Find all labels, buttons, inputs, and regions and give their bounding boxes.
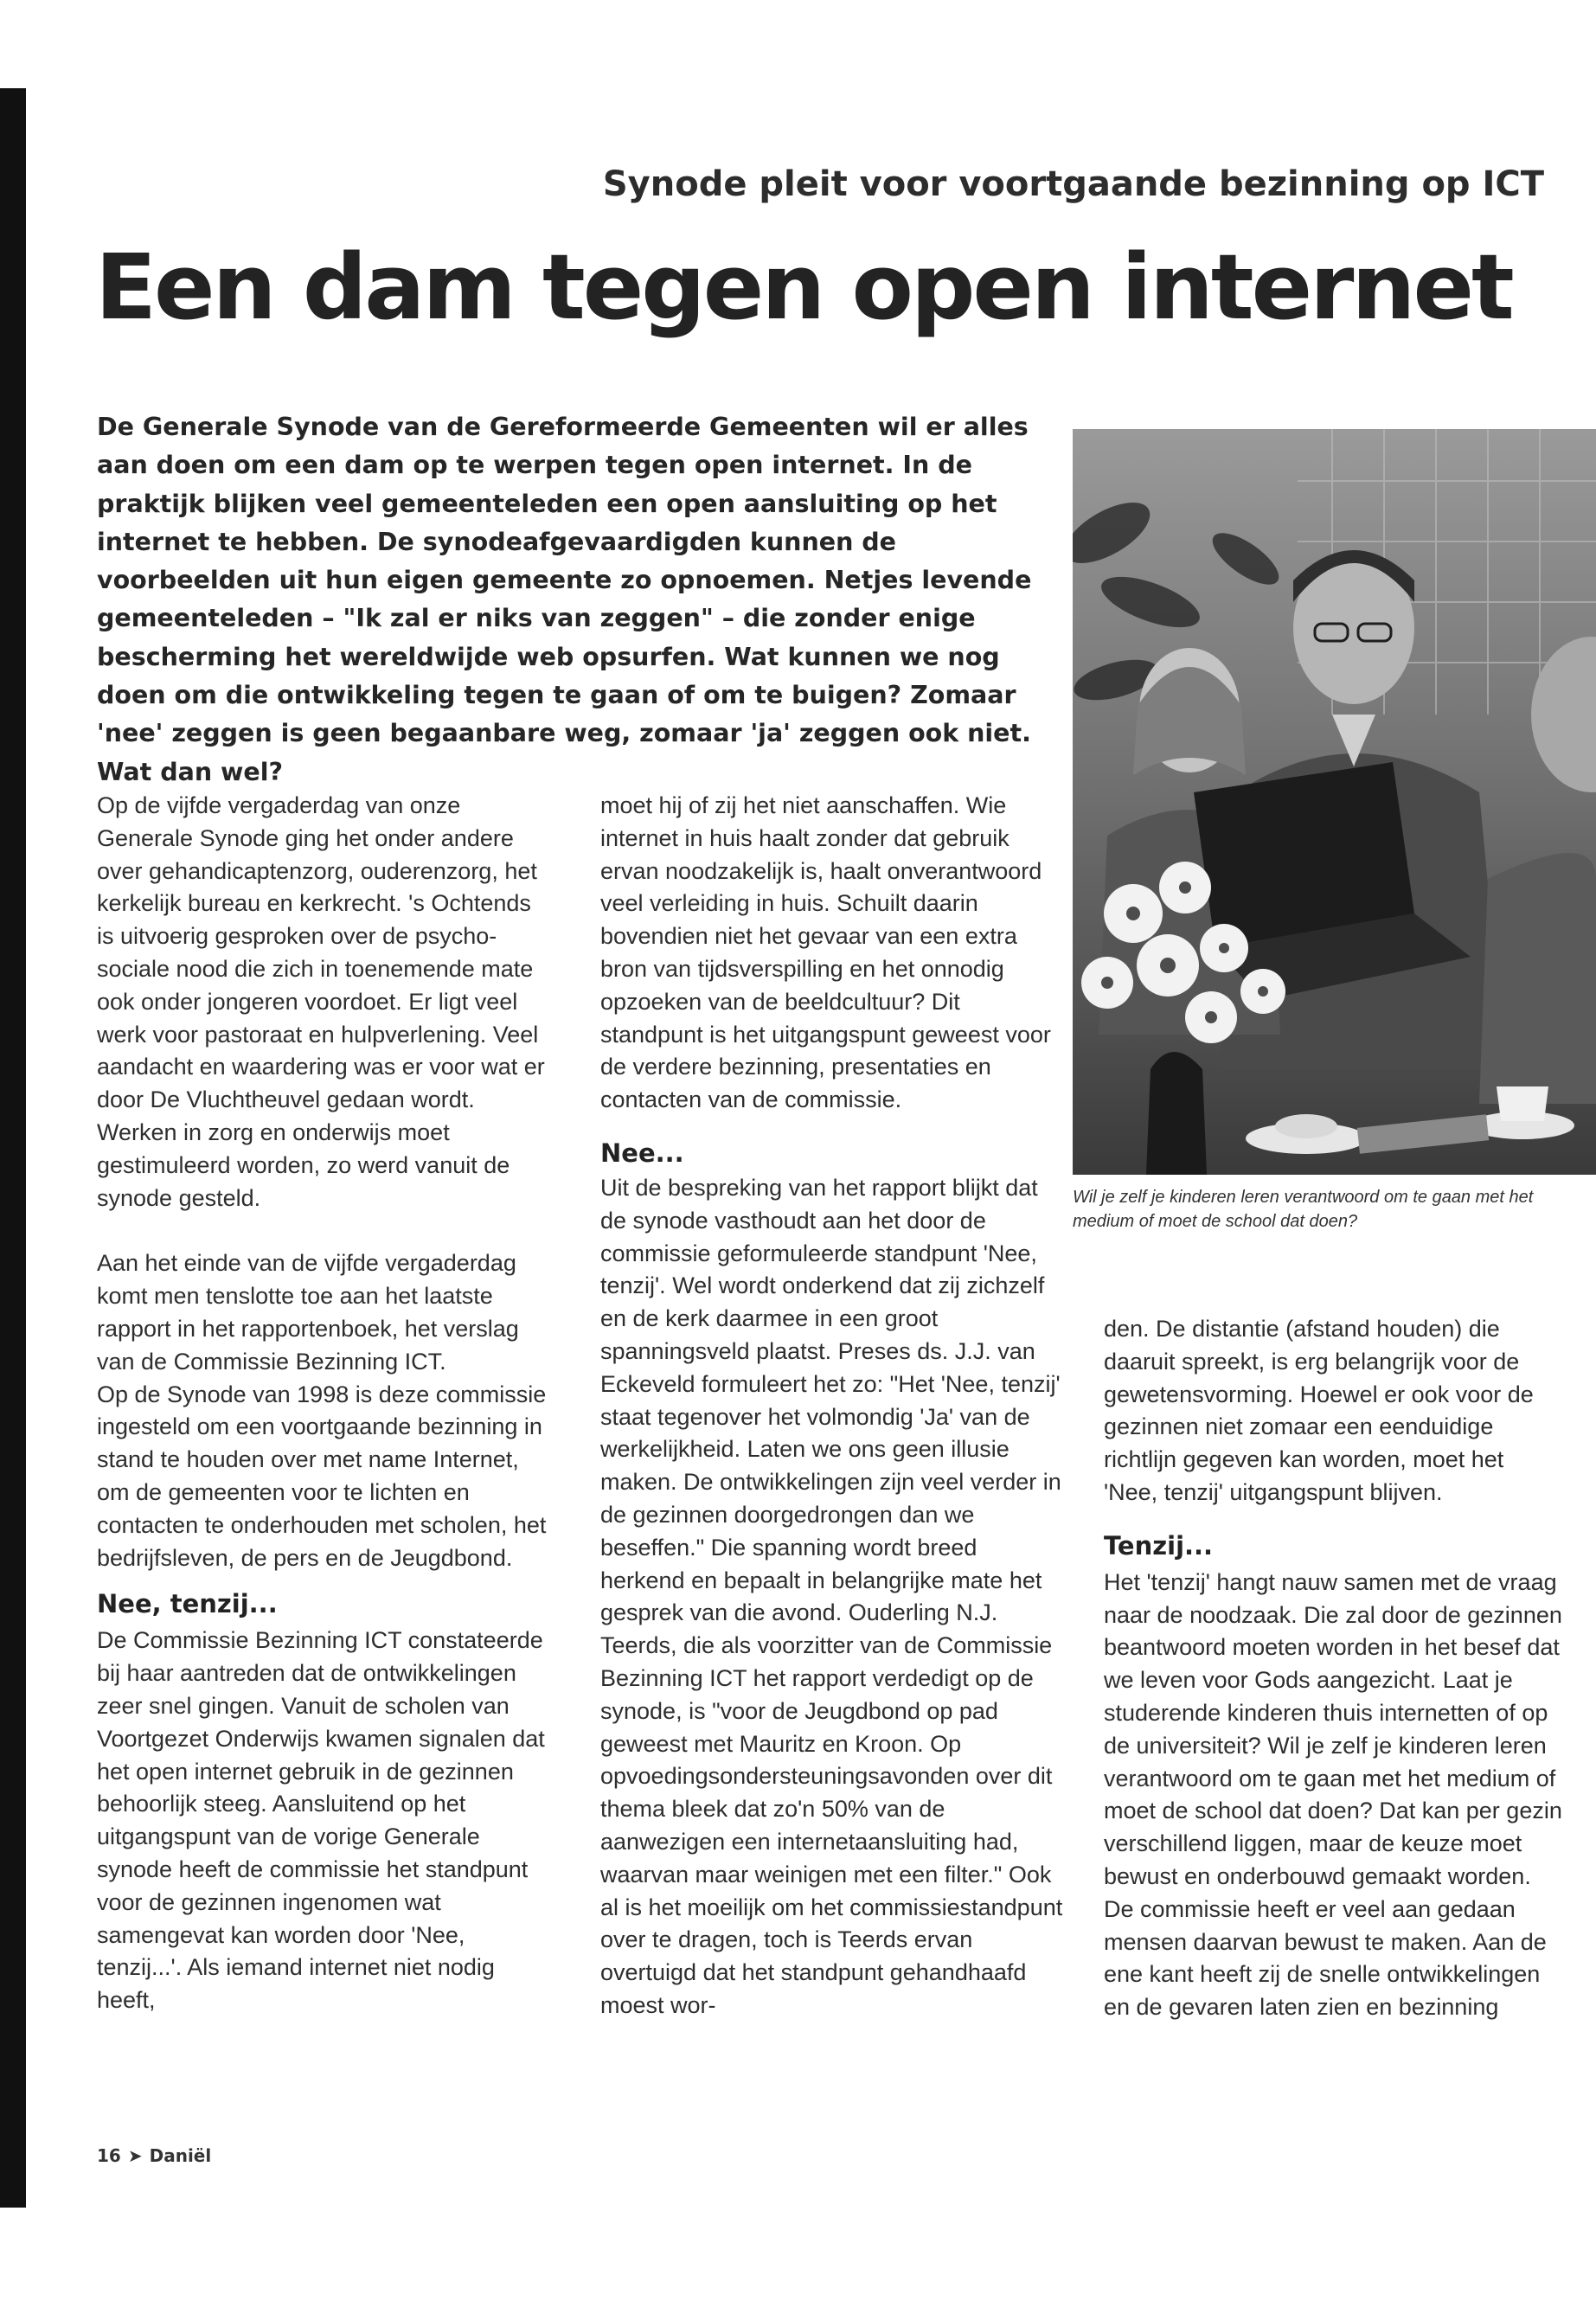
- column-1-paragraph-4: De Commissie Bezinning ICT constateerde bij haar aantreden dat de ontwikkelingen zeer snel gingen. Vanuit de scholen van Voortgezet Onderwijs kwamen signalen dat het open internet gebruik in de gezinnen behoorlijk steeg. Aansluitend op het uitgangspunt van de vorige Generale synode heeft de commissie het standpunt voor de gezinnen ingenomen wat samengevat kan worden door 'Nee, tenzij...'. Als iemand internet niet nodig heeft,: [97, 1627, 545, 2014]
- subhead-tenzij: Tenzij...: [1104, 1530, 1214, 1561]
- column-1-paragraph-1: Op de vijfde vergaderdag van onze Generale Synode ging het onder andere over gehandicaptenzorg, ouderenzorg, het kerkelijk bureau en kerkrecht. 's Ochtends is uitvoerig gesproken over de psycho-sociale nood die zich in toenemende mate ook onder jongeren voordoet. Er ligt veel werk voor pastoraat en hulpverlening. Veel aandacht en waardering was er voor wat er door De Vluchtheuvel gedaan wordt. Werken in zorg en onderwijs moet gestimuleerd worden, zo werd vanuit de synode gesteld.: [97, 792, 545, 1211]
- photo-caption: Wil je zelf je kinderen leren verantwoord om te gaan met het medium of moet de school dat doen?: [1073, 1188, 1534, 1231]
- column-2-paragraph-1: moet hij of zij het niet aanschaffen. Wie internet in huis haalt zonder dat gebruik ervan noodzakelijk is, haalt onverantwoord veel verleiding in huis. Schuilt daarin bovendien niet het gevaar van een extra bron van tijdsverspilling en het onnodig opzoeken van de beeldcultuur? Dit standpunt is het uitgangspunt geweest voor de verdere bezinning, presentaties en contacten van de commissie.: [600, 792, 1051, 1113]
- column-1: [97, 790, 547, 2017]
- column-2-paragraph-2: Uit de bespreking van het rapport blijkt dat de synode vasthoudt aan het door de commissie geformuleerde standpunt 'Nee, tenzij'. Wel wordt onderkend dat zij zichzelf en de kerk daarmee in een groot spanningsveld plaatst. Preses ds. J.J. van Eckeveld formuleert het zo: "Het 'Nee, tenzij' staat tegenover het volmondig 'Ja' van de werkelijkheid. Laten we ons geen illusie maken. De ontwikkelingen zijn veel verder in de gezinnen doorgedrongen dan we beseffen." Die spanning wordt breed herkend en bepaalt in belangrijke mate het gesprek van die avond. Ouderling N.J. Teerds, die als voorzitter van de Commissie Bezinning ICT het rapport verdedigt op de synode, is "voor de Jeugdbond op pad geweest met Mauritz en Kroon. Op opvoedingsondersteuningsavonden over dit thema bleek dat zo'n 50% van de aanwezigen een internetaansluiting had, waarvan maar weinigen met een filter." Ook al is het moeilijk om het commissiestandpunt over te dragen, toch is Teerds ervan overtuigd dat het standpunt gehandhaafd moest wor-: [600, 1174, 1063, 2018]
- subhead-nee: Nee...: [600, 1138, 684, 1168]
- column-3: [1104, 1313, 1562, 2024]
- column-3-paragraph-2: Het 'tenzij' hangt nauw samen met de vraag naar de noodzaak. Die zal door de gezinnen beantwoord moeten worden in het besef dat we leven voor Gods aangezicht. Laat je studerende kinderen thuis internetten of op de universiteit? Wil je zelf je kinderen leren verantwoord om te gaan met het medium of moet de school dat doen? Dat kan per gezin verschillend liggen, maar de keuze moet bewust en onderbouwd gemaakt worden. De commissie heeft er veel aan gedaan mensen daarvan bewust te maken. Aan de ene kant heeft zij de snelle ontwikkelingen en de gevaren laten zien en bezinning: [1104, 1568, 1562, 2021]
- magazine-name: Daniël: [149, 2145, 212, 2166]
- column-3-paragraph-1: den. De distantie (afstand houden) die daaruit spreekt, is erg belangrijk voor de gewetensvorming. Hoewel er ook voor de gezinnen niet zomaar een eenduidige richtlijn gegeven kan worden, moet het 'Nee, tenzij' uitgangspunt blijven.: [1104, 1316, 1534, 1505]
- page-number: 16: [97, 2145, 121, 2166]
- paragraph-gap: [97, 1215, 547, 1247]
- intro-paragraph: De Generale Synode van de Gereformeerde Gemeenten wil er alles aan doen om een dam op te werpen tegen open internet. In de praktijk blijken veel gemeenteleden een open aansluiting op het internet te hebben. De synodeafgevaardigden kunnen de voorbeelden uit hun eigen gemeente zo opnoemen. Netjes levende gemeenteleden – "Ik zal er niks van zeggen" – die zonder enige bescherming het wereldwijde web opsurfen. Wat kunnen we nog doen om die ontwikkeling tegen te gaan of om te buigen? Zomaar 'nee' zeggen is geen begaanbare weg, zomaar 'ja' zeggen ook niet. Wat dan wel?: [97, 413, 1032, 786]
- family-photo: [1073, 429, 1596, 1175]
- column-2: [600, 790, 1067, 2022]
- column-1-paragraph-3: Op de Synode van 1998 is deze commissie ingesteld om een voortgaande bezinning in stand te houden over met name Internet, om de gemeenten voor te lichten en contacten te onderhouden met scholen, het bedrijfsleven, de pers en de Jeugdbond.: [97, 1381, 547, 1571]
- column-1-paragraph-2: Aan het einde van de vijfde vergaderdag komt men tenslotte toe aan het laatste rapport in het rapportenboek, het verslag van de Commissie Bezinning ICT.: [97, 1250, 519, 1375]
- arrow-right-icon: ➤: [127, 2145, 143, 2166]
- page-footer: [97, 2145, 211, 2166]
- headline: Een dam tegen open internet: [95, 234, 1512, 340]
- page-edge-bar: [0, 88, 26, 2208]
- subhead-nee-tenzij: Nee, tenzij...: [97, 1589, 278, 1619]
- photo-illustration: [1073, 429, 1596, 1175]
- kicker: Synode pleit voor voortgaande bezinning op ICT: [602, 164, 1544, 204]
